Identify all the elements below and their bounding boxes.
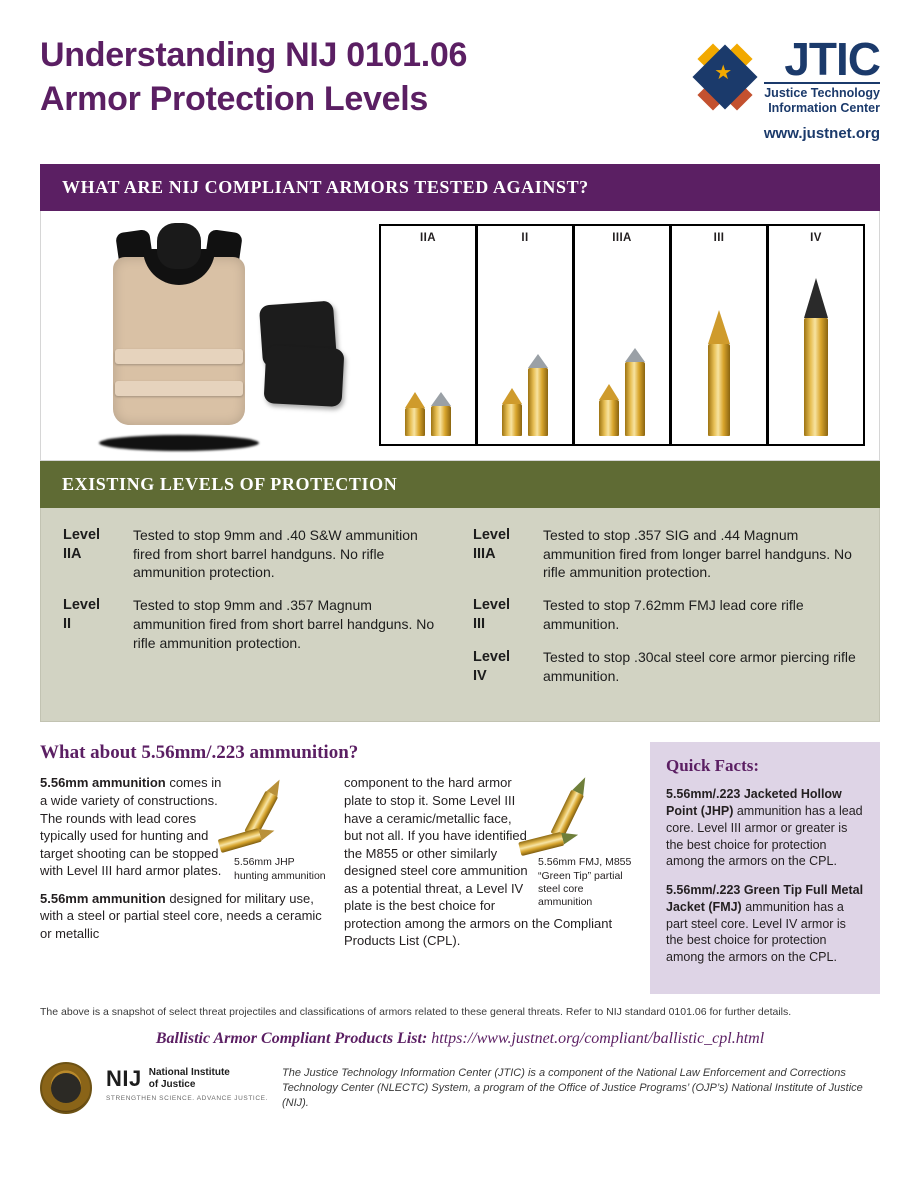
levels-heading: EXISTING LEVELS OF PROTECTION (40, 461, 880, 508)
page-title-line1: Understanding NIJ 0101.06 (40, 36, 468, 74)
levels-panel (40, 508, 880, 723)
level-description: Tested to stop .30cal steel core armor piercing rifle ammunition. (543, 648, 856, 684)
page-title-line2: Armor Protection Levels (40, 79, 428, 118)
page-header (40, 0, 880, 142)
round-column-iv (767, 224, 865, 446)
round-column-label: II (521, 232, 529, 245)
jtic-wordmark (764, 33, 880, 116)
level-row (473, 526, 857, 582)
ammo-columns (40, 774, 634, 959)
ammo-paragraph-2 (40, 890, 330, 943)
level-name-line1: Level (63, 597, 101, 614)
round-column-iii (670, 224, 767, 446)
footer-credit-line1: The Justice Technology Information Center (JTIC) is a component of the National Law Enforcement and Corrections (281, 1066, 846, 1079)
level-name-line1: Level (63, 526, 101, 543)
ammo-text-area (40, 742, 634, 994)
level-description: Tested to stop 9mm and .40 S&W ammunition fired from short barrel handguns. No rifle ammunition protection. (133, 526, 418, 581)
jtic-subtitle (764, 82, 880, 116)
level-row (473, 648, 857, 686)
cartridge-icon (804, 278, 828, 436)
nij-logo (106, 1062, 268, 1102)
level-name (63, 596, 133, 652)
nij-full-line1: National Institute (148, 1067, 230, 1079)
ammo-p2-bold: 5.56mm ammunition (40, 890, 166, 906)
cartridge-icon (405, 392, 425, 436)
level-name-line1: Level (473, 648, 511, 665)
level-row (63, 596, 447, 652)
level-name-line2: II (63, 615, 72, 632)
jtic-name: JTIC (784, 33, 880, 85)
level-name-line1: Level (473, 597, 511, 614)
levels-band (40, 461, 880, 723)
round-column-iiia (573, 224, 670, 446)
level-name-line2: III (473, 615, 486, 632)
body-armor-photo (51, 217, 371, 453)
ammo-column-1 (40, 774, 330, 959)
round-column-label: III (713, 232, 725, 245)
quick-facts-heading: Quick Facts: (666, 756, 760, 776)
quick-fact-2 (666, 882, 864, 966)
ballistic-vest (113, 231, 245, 427)
quick-fact-2-rest: ammunition has a part steel core. Level IV armor is the best choice for protection among the armors on the CPL. (666, 899, 846, 965)
level-row (63, 526, 447, 582)
cartridge-icon (502, 388, 522, 436)
tested-against-band (40, 164, 880, 461)
ammo-p1-bold: 5.56mm ammunition (40, 775, 166, 791)
doj-seal-icon (40, 1062, 92, 1114)
disclaimer-text: The above is a snapshot of select threat projectiles and classifications of armors related to these general threats. Refer to NIJ standard 0101.06 for further details. (40, 1005, 792, 1018)
ammo-column-2 (344, 774, 634, 959)
footer-credit-line2: Technology Center (NLECTC) System, a program of the Office of Justice Programs’ (OJP’s) National Institute of Justice (NIJ). (281, 1081, 863, 1110)
levels-column-right (473, 526, 857, 700)
title-block (40, 34, 467, 121)
level-name (63, 526, 133, 582)
levels-column-left (63, 526, 447, 700)
level-name (473, 526, 543, 582)
cartridge-icon (708, 310, 730, 436)
page-footer (40, 1062, 880, 1114)
justnet-url[interactable]: www.justnet.org (763, 124, 880, 142)
nij-tagline: STRENGTHEN SCIENCE. ADVANCE JUSTICE. (106, 1094, 268, 1102)
quick-fact-2-bold: 5.56mm/.223 Green Tip Full Metal Jacket (FMJ) (666, 883, 864, 914)
figure-jhp-caption: 5.56mm JHP hunting ammunition (234, 856, 326, 882)
nij-abbreviation: NIJ (106, 1065, 142, 1091)
tested-against-heading: WHAT ARE NIJ COMPLIANT ARMORS TESTED AGAINST? (40, 164, 880, 211)
round-column-ii (476, 224, 573, 446)
star-icon: ★ (714, 61, 733, 84)
tested-against-panel (40, 211, 880, 461)
figure-fmj-caption: 5.56mm FMJ, M855 “Green Tip” partial steel core ammunition (538, 856, 632, 908)
level-name-line1: Level (473, 526, 511, 543)
nij-full-line2: of Justice (148, 1078, 196, 1090)
cpl-line (40, 1030, 880, 1048)
cpl-url[interactable]: https://www.justnet.org/compliant/ballistic_cpl.html (427, 1029, 765, 1047)
ammo-paragraph-3: component to the hard armor plate to stop it. Some Level III have a ceramic/metallic face, but not all. If you have identified the M855 or other similarly designed steel core ammunition as a potential threat, a Level IV plate is the best choice for protection among the armors on the Compliant Products List (CPL). (344, 775, 613, 949)
level-description: Tested to stop .357 SIG and .44 Magnum ammunition fired from longer barrel handguns. No rifle ammunition protection. (543, 526, 852, 581)
jtic-subtitle-line2: Information Center (768, 101, 880, 116)
level-name-line2: IIIA (473, 545, 496, 562)
level-name-line2: IIA (63, 545, 82, 562)
quick-facts-box (650, 742, 880, 994)
figure-jhp (234, 774, 330, 882)
nij-full-name (149, 1067, 230, 1090)
level-description: Tested to stop 9mm and .357 Magnum ammunition fired from short barrel handguns. No rifle ammunition protection. (133, 597, 435, 651)
page-title (40, 34, 467, 121)
ammo-section (40, 742, 880, 994)
ammo-p2-rest: designed for military use, with a steel or partial steel core, needs a ceramic or metallic (40, 890, 322, 941)
level-name (473, 596, 543, 634)
footer-credit (282, 1062, 880, 1112)
jtic-emblem-icon (694, 46, 756, 108)
cartridge-icon (528, 354, 548, 436)
figure-fmj (538, 774, 634, 909)
quick-fact-1-rest: ammunition has a lead core. Level III armor or greater is the best choice for protection among the armors on the CPL. (666, 804, 863, 869)
quick-fact-1-bold: 5.56mm/.223 Jacketed Hollow Point (JHP) (666, 787, 842, 819)
cartridge-icon (431, 392, 451, 436)
level-name-line2: IV (473, 667, 487, 684)
quick-fact-1 (666, 786, 864, 870)
ammo-p1-rest: comes in a wide variety of constructions. The rounds with lead cores typically used for hunting and target shooting can be stopped with Level III hard armor plates. (40, 775, 222, 879)
armor-plate-2 (264, 345, 345, 407)
threat-rounds-chart (379, 224, 865, 446)
cartridge-icon (625, 348, 645, 436)
jtic-logo (694, 33, 880, 116)
level-name (473, 648, 543, 686)
round-column-label: IIIA (612, 232, 632, 245)
level-description: Tested to stop 7.62mm FMJ lead core rifle ammunition. (543, 597, 804, 632)
ammo-section-title: What about 5.56mm/.223 ammunition? (40, 742, 359, 764)
round-column-iia (379, 224, 476, 446)
cartridge-icon (599, 384, 619, 436)
cpl-label: Ballistic Armor Compliant Products List: (155, 1029, 428, 1047)
jtic-subtitle-line1: Justice Technology (764, 86, 880, 101)
fmj-cartridge-art (538, 774, 634, 856)
round-column-label: IIA (420, 232, 436, 245)
logo-block (694, 34, 880, 142)
round-column-label: IV (810, 232, 822, 245)
level-row (473, 596, 857, 634)
jhp-cartridge-art (234, 774, 330, 856)
